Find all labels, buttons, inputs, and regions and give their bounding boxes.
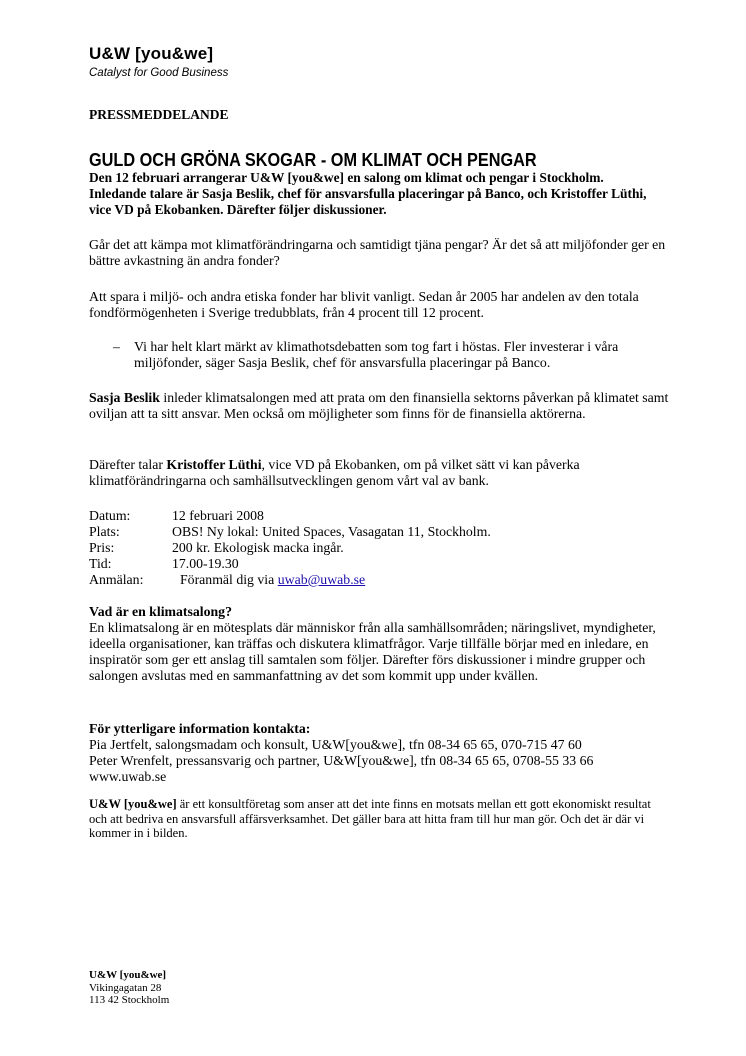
event-price-label: Pris: xyxy=(89,540,115,555)
speaker1-paragraph xyxy=(89,390,679,422)
event-place: OBS! Ny lokal: United Spaces, Vasagatan 11, Stockholm. xyxy=(172,524,491,539)
about-company xyxy=(89,797,664,841)
brand-name: U&W [you&we] xyxy=(89,44,214,63)
quote-dash: – xyxy=(113,339,120,354)
intro-paragraph: Går det att kämpa mot klimatförändringarna och samtidigt tjäna pengar? Är det så att miljöfonder ger en bättre avkastning än andra fonder? xyxy=(89,237,666,268)
contact-title: För ytterligare information kontakta: xyxy=(89,721,311,736)
savings-paragraph: Att spara i miljö- och andra etiska fonder har blivit vanligt. Sedan år 2005 har andelen av den totala fondförmögenheten i Sverige tredubblats, från 4 procent till 12 procent. xyxy=(89,289,639,320)
page-title: GULD OCH GRÖNA SKOGAR - OM KLIMAT OCH PENGAR xyxy=(89,149,537,170)
footer-city: 113 42 Stockholm xyxy=(89,994,170,1006)
speaker2-name: Kristoffer Lüthi xyxy=(166,457,262,472)
speaker1-text: inleder klimatsalongen med att prata om den finansiella sektorns påverkan på klimatet samt oviljan att ta sitt ansvar. Men också om möjligheter som finns för de finansiella aktörerna. xyxy=(89,390,669,421)
speaker1-name: Sasja Beslik xyxy=(89,390,160,405)
contact-line-1: Pia Jertfelt, salongsmadam och konsult, U&W[you&we], tfn 08-34 65 65, 070-715 47 60 xyxy=(89,737,582,752)
document-label: PRESSMEDDELANDE xyxy=(89,107,229,122)
brand-header xyxy=(89,44,228,80)
contact-website: www.uwab.se xyxy=(89,769,167,784)
speaker2-paragraph xyxy=(89,457,679,489)
what-is-section xyxy=(89,604,679,684)
event-price: 200 kr. Ekologisk macka ingår. xyxy=(172,540,344,555)
footer-company-name: U&W [you&we] xyxy=(89,969,167,981)
brand-tagline: Catalyst for Good Business xyxy=(89,67,229,79)
event-signup xyxy=(180,572,365,588)
about-company-text: är ett konsultföretag som anser att det inte finns en motsats mellan ett gott ekonomiskt resultat och att bedriva en ansvarsfull affärsverksamhet. Det gäller bara att hitta fram till hur man gör. Och det är där vi kommer in i bilden. xyxy=(89,797,651,840)
event-signup-label: Anmälan: xyxy=(89,572,144,587)
event-time: 17.00-19.30 xyxy=(172,556,239,571)
speaker2-intro: Därefter talar xyxy=(89,457,167,472)
event-date-row xyxy=(89,508,491,524)
event-place-row xyxy=(89,524,491,540)
what-is-body: En klimatsalong är en mötesplats där människor från alla samhällsområden; näringslivet, myndigheter, ideella organisationer, kan träffas och diskutera klimatfrågor. Varje tillfälle börjar med en inledare, en inspiratör som ger ett anslag till samtalen som följer. Därefter förs diskussioner i mindre grupper och salongen avslutas med en sammanfattning av det som kommit upp under kvällen. xyxy=(89,620,656,683)
event-price-row xyxy=(89,540,491,556)
event-date: 12 februari 2008 xyxy=(172,508,264,523)
event-place-label: Plats: xyxy=(89,524,120,539)
contact-line-2: Peter Wrenfelt, pressansvarig och partner, U&W[you&we], tfn 08-34 65 65, 0708-55 33 66 xyxy=(89,753,594,768)
lead-paragraph: Den 12 februari arrangerar U&W [you&we] en salong om klimat och pengar i Stockholm. Inledande talare är Sasja Beslik, chef för ansvarsfulla placeringar på Banco, och Kristoffer Lüthi, vice VD på Ekobanken. Därefter följer diskussioner. xyxy=(89,170,647,217)
what-is-title: Vad är en klimatsalong? xyxy=(89,604,232,619)
about-company-name: U&W [you&we] xyxy=(89,797,177,811)
event-signup-row xyxy=(89,572,491,588)
event-time-row xyxy=(89,556,491,572)
event-date-label: Datum: xyxy=(89,508,131,523)
speaker2-text: , vice VD på Ekobanken, om på vilket sätt vi kan påverka klimatförändringarna och samhällsutvecklingen genom vårt val av bank. xyxy=(89,457,580,488)
footer-address xyxy=(89,969,169,1007)
quote-block xyxy=(89,339,689,371)
event-time-label: Tid: xyxy=(89,556,112,571)
quote-text: Vi har helt klart märkt av klimathotsdebatten som tog fart i höstas. Fler investerar i våra miljöfonder, säger Sasja Beslik, chef för ansvarsfulla placeringar på Banco. xyxy=(134,339,619,370)
event-details xyxy=(89,508,491,588)
footer-street: Vikingagatan 28 xyxy=(89,981,162,994)
signup-email-link[interactable]: uwab@uwab.se xyxy=(277,572,366,587)
contact-section xyxy=(89,721,689,785)
event-signup-text: Föranmäl dig via xyxy=(180,572,278,587)
